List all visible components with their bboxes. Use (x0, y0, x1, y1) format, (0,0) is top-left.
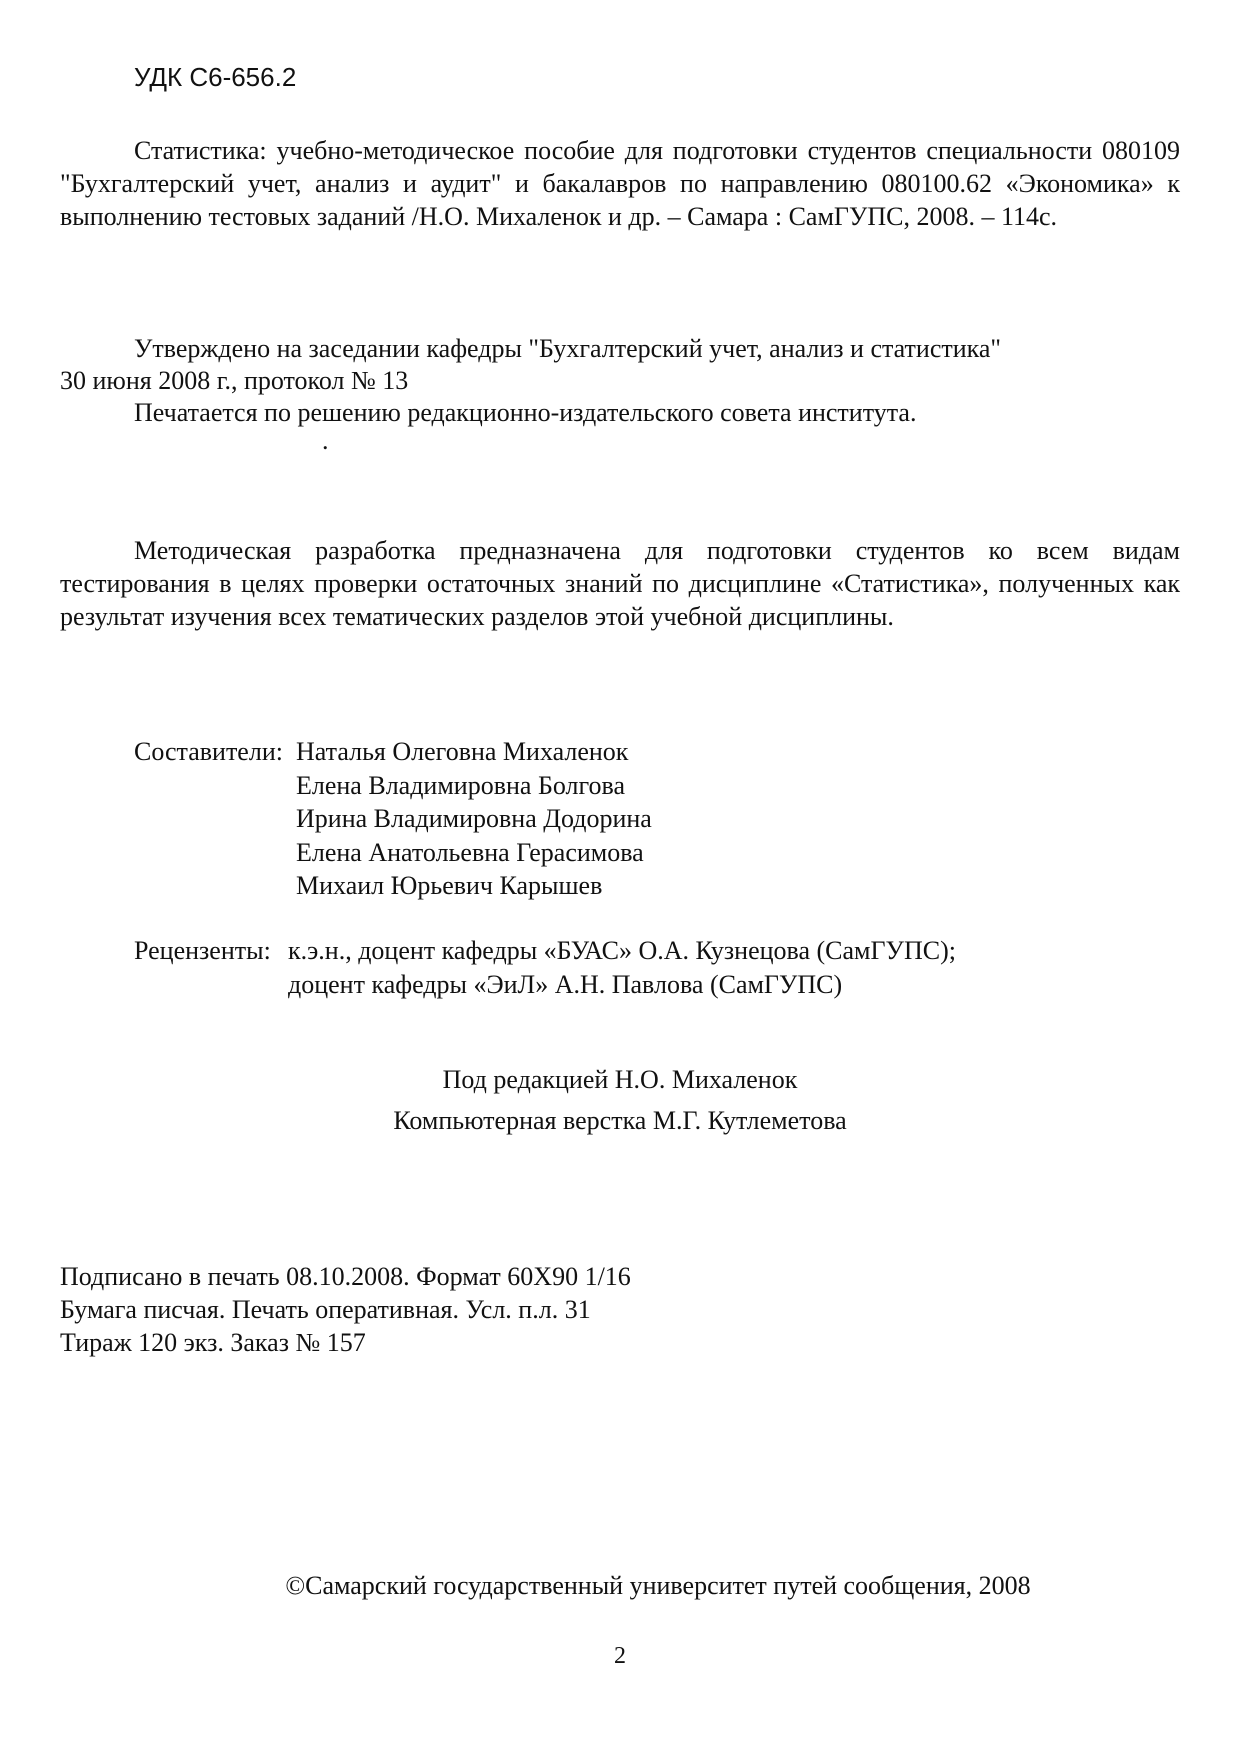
imprint-line: Тираж 120 экз. Заказ № 157 (60, 1328, 366, 1357)
udk-code: УДК С6-656.2 (134, 62, 297, 92)
reviewer-entry: доцент кафедры «ЭиЛ» А.Н. Павлова (СамГУПС) (288, 969, 843, 999)
compiler-name: Михаил Юрьевич Карышев (296, 871, 603, 900)
editor-block (0, 1059, 1240, 1141)
purpose-paragraph: Методическая разработка предназначена для подготовки студентов ко всем видам тестирования в целях проверки остаточных знаний по дисциплине «Статистика», полученных как результат изучения всех тематических разделов этой учебной дисциплины. (60, 536, 1180, 631)
bibliographic-description: Статистика: учебно-методическое пособие для подготовки студентов специальности 080109 "Бухгалтерский учет, анализ и аудит" и бакалавров по направлению 080100.62 «Экономика» к выполнению тестовых заданий /Н.О. Михаленок и др. – Самара : СамГУПС, 2008. – 114с. (60, 136, 1180, 231)
approval-block (60, 333, 1180, 453)
copyright-text: ©Самарский государственный университет путей сообщения, 2008 (285, 1571, 1031, 1600)
page-number: 2 (614, 1643, 626, 1669)
publication-decision-line: Печатается по решению редакционно-издательского совета института. (134, 398, 917, 427)
compilers-label: Составители: (134, 737, 283, 766)
imprint-line: Бумага писчая. Печать оперативная. Усл. п.л. 31 (60, 1295, 591, 1324)
stray-dot: . (322, 426, 329, 455)
compiler-name: Ирина Владимировна Додорина (296, 804, 652, 833)
compiler-name: Наталья Олеговна Михаленок (296, 737, 629, 766)
imprint-line: Подписано в печать 08.10.2008. Формат 60Х90 1/16 (60, 1262, 631, 1291)
copyright-line (0, 1571, 1240, 1601)
layout-credit-line: Компьютерная верстка М.Г. Кутлеметова (393, 1106, 847, 1135)
compiler-name: Елена Анатольевна Герасимова (296, 837, 644, 867)
compilers-block (134, 735, 652, 903)
reviewers-label: Рецензенты: (134, 936, 271, 965)
reviewer-entry: к.э.н., доцент кафедры «БУАС» О.А. Кузнецова (СамГУПС); (288, 936, 956, 965)
approval-line: Утверждено на заседании кафедры "Бухгалтерский учет, анализ и статистика" (134, 334, 1002, 363)
editor-line: Под редакцией Н.О. Михаленок (442, 1065, 798, 1094)
approval-date-line: 30 июня 2008 г., протокол № 13 (60, 366, 409, 395)
imprint-block (60, 1260, 631, 1359)
compiler-name: Елена Владимировна Болгова (296, 770, 625, 800)
reviewers-block (134, 934, 956, 1001)
